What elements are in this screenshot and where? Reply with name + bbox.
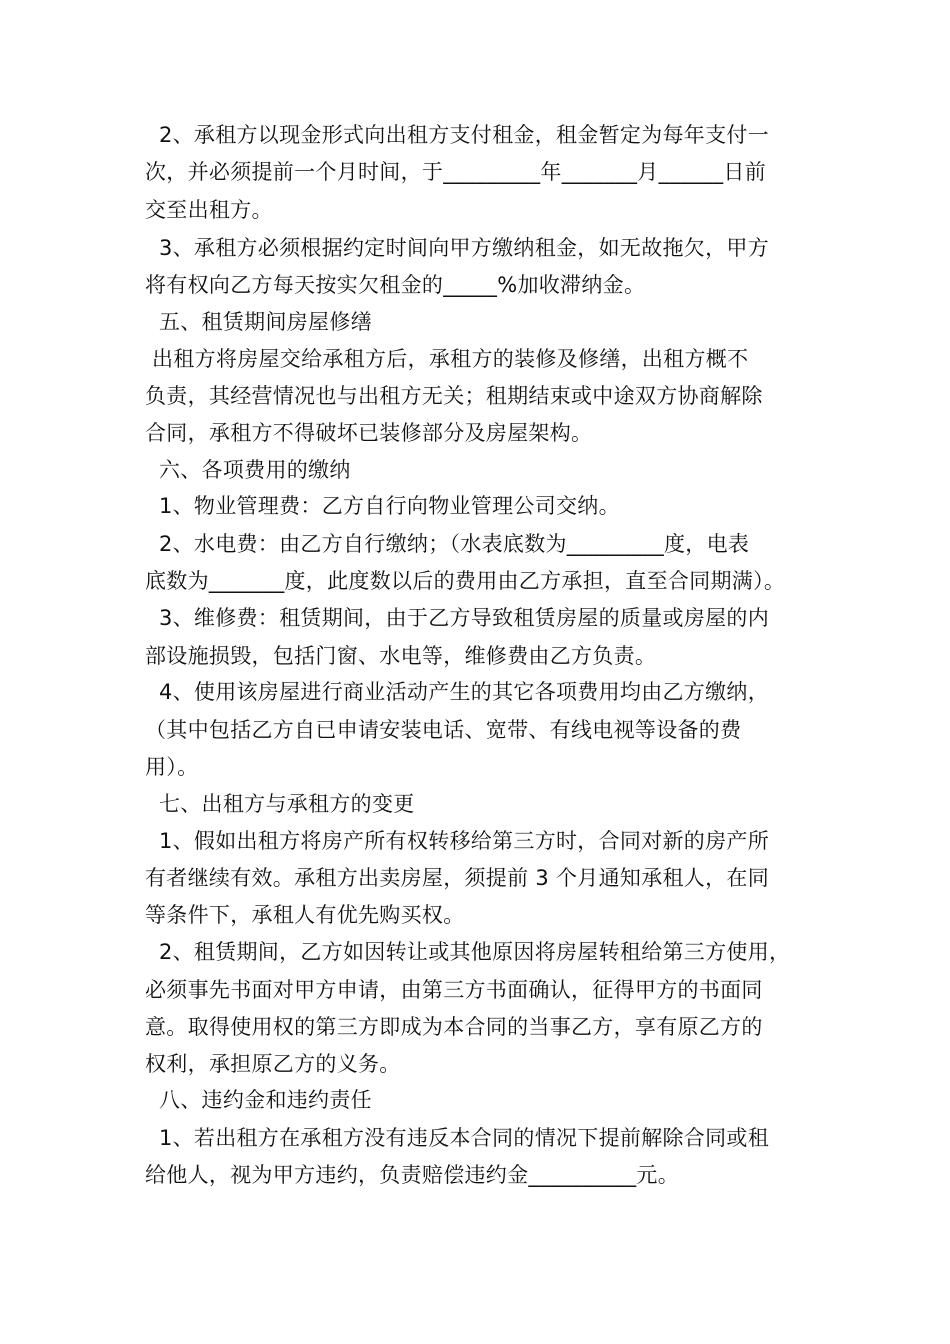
text-line: 4、使用该房屋进行商业活动产生的其它各项费用均由乙方缴纳， — [145, 680, 770, 704]
text-line: 等条件下，承租人有优先购买权。 — [145, 903, 465, 927]
section-heading: 八、违约金和违约责任 — [145, 1088, 372, 1112]
text-line: 出租方将房屋交给承租方后，承租方的装修及修缮，出租方概不 — [145, 347, 749, 371]
text-line: 1、假如出租方将房产所有权转移给第三方时，合同对新的房产所 — [145, 829, 770, 853]
text-line: 2、水电费：由乙方自行缴纳；（水表底数为_________度，电表 — [145, 532, 750, 556]
text-line: 次，并必须提前一个月时间，于_________年_______月______日前 — [145, 160, 766, 184]
section-heading: 六、各项费用的缴纳 — [145, 458, 351, 482]
text-line: 给他人，视为甲方违约，负责赔偿违约金__________元。 — [145, 1163, 679, 1187]
text-line: 必须事先书面对甲方申请，由第三方书面确认，征得甲方的书面同 — [145, 978, 763, 1002]
text-line: 3、承租方必须根据约定时间向甲方缴纳租金，如无故拖欠，甲方 — [145, 236, 770, 260]
text-line: 意。取得使用权的第三方即成为本合同的当事乙方，享有原乙方的 — [145, 1015, 763, 1039]
text-line: 用）。 — [145, 755, 199, 779]
text-line: 负责，其经营情况也与出租方无关；租期结束或中途双方协商解除 — [145, 384, 763, 408]
text-line: 将有权向乙方每天按实欠租金的_____%加收滞纳金。 — [145, 273, 646, 297]
text-line: 部设施损毁，包括门窗、水电等，维修费由乙方负责。 — [145, 644, 657, 668]
text-line: 1、若出租方在承租方没有违反本合同的情况下提前解除合同或租 — [145, 1126, 770, 1150]
text-line: 有者继续有效。承租方出卖房屋，须提前 3 个月通知承租人，在同 — [145, 866, 770, 890]
text-line: 2、租赁期间，乙方如因转让或其他原因将房屋转租给第三方使用， — [145, 940, 791, 964]
section-heading: 五、租赁期间房屋修缮 — [145, 310, 372, 334]
text-line: 权利，承担原乙方的义务。 — [145, 1052, 401, 1076]
text-line: 交至出租方。 — [145, 198, 273, 222]
text-line: 底数为_______度，此度数以后的费用由乙方承担，直至合同期满）。 — [145, 569, 786, 593]
text-line: （其中包括乙方自已申请安装电话、宽带、有线电视等设备的费 — [145, 718, 742, 742]
text-line: 合同，承租方不得破坏已装修部分及房屋架构。 — [145, 421, 593, 445]
text-line: 1、物业管理费：乙方自行向物业管理公司交纳。 — [145, 494, 620, 518]
text-line: 3、维修费：租赁期间，由于乙方导致租赁房屋的质量或房屋的内 — [145, 606, 770, 630]
text-line: 2、承租方以现金形式向出租方支付租金，租金暂定为每年支付一 — [145, 123, 770, 147]
section-heading: 七、出租方与承租方的变更 — [145, 792, 415, 816]
